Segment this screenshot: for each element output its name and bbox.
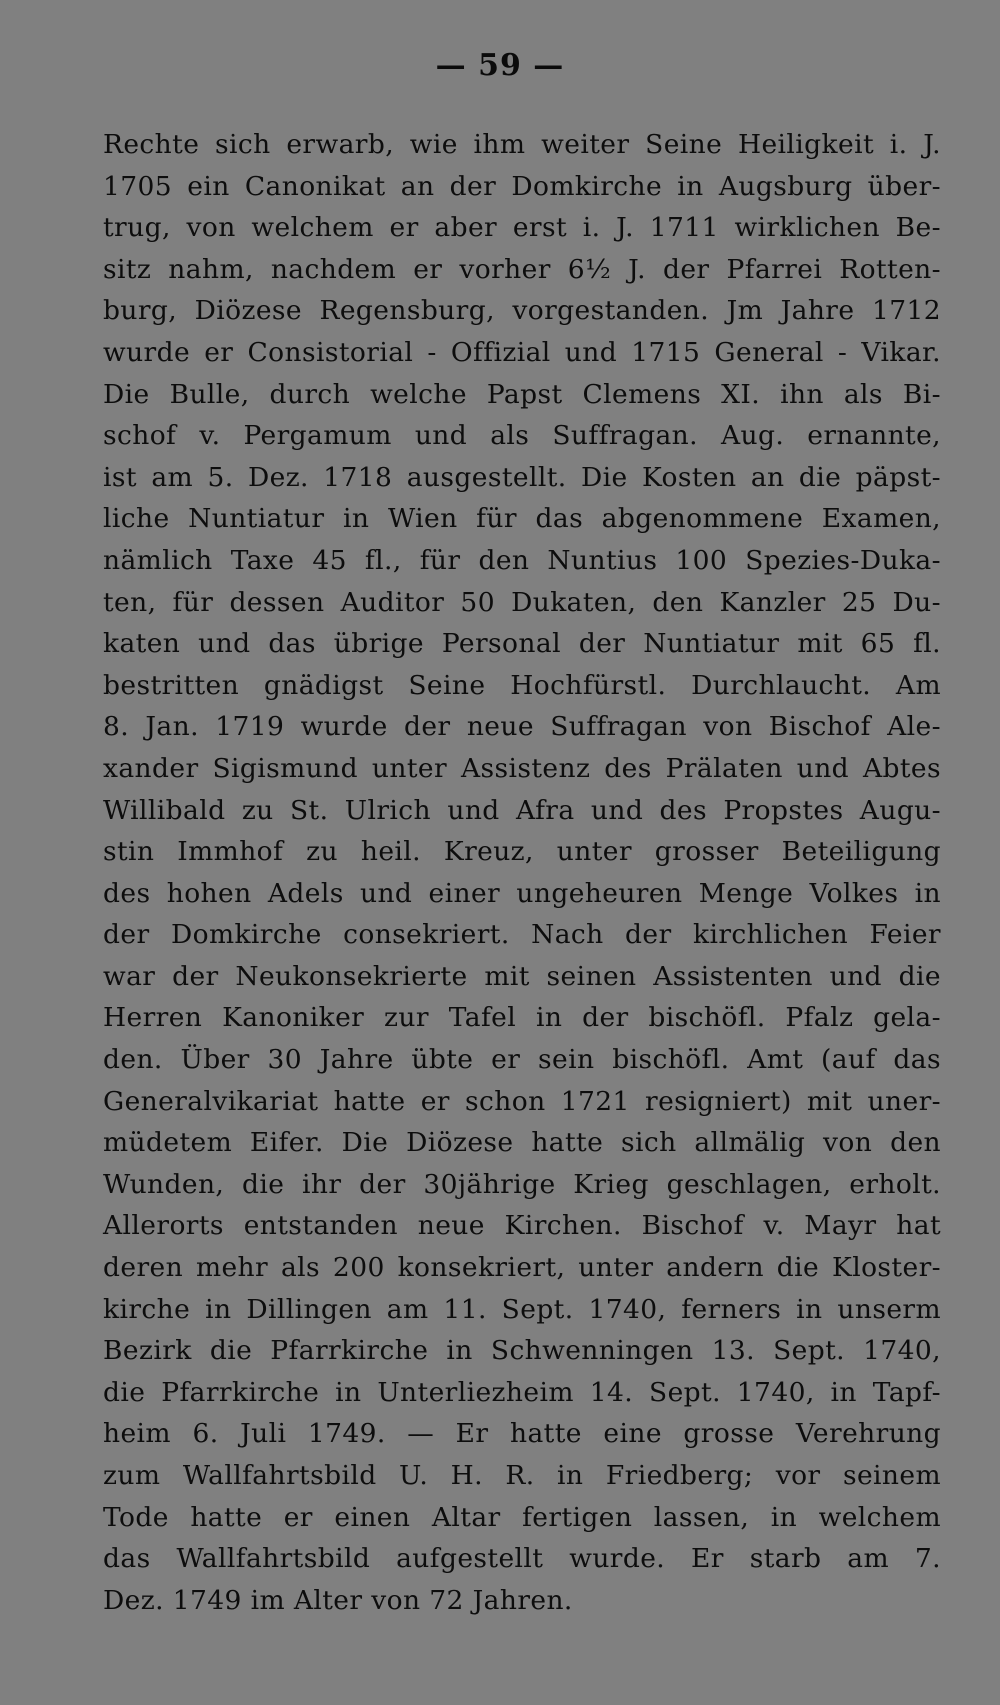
text-line: den. Über 30 Jahre übte er sein bischöfl. Amt (auf das xyxy=(103,1044,941,1076)
text-line: ten, für dessen Auditor 50 Dukaten, den Kanzler 25 Du- xyxy=(103,586,941,618)
text-line: zum Wallfahrtsbild U. H. R. in Friedberg; vor seinem xyxy=(103,1460,941,1491)
text-line: kirche in Dillingen am 11. Sept. 1740, ferners in unserm xyxy=(103,1293,941,1325)
text-line: das Wallfahrtsbild aufgestellt wurde. Er starb am 7. xyxy=(103,1543,941,1575)
text-line: burg, Diözese Regensburg, vorgestanden. Jm Jahre 1712 xyxy=(103,295,941,327)
page-number: — 59 — xyxy=(435,48,565,83)
text-line-last: Dez. 1749 im Alter von 72 Jahren. xyxy=(103,1584,573,1616)
text-line: Rechte sich erwarb, wie ihm weiter Seine Heiligkeit i. J. xyxy=(103,129,941,160)
text-line: 8. Jan. 1719 wurde der neue Suffragan von Bischof Ale- xyxy=(103,711,941,743)
text-line: 1705 ein Canonikat an der Domkirche in Augsburg über- xyxy=(103,170,941,202)
text-line: müdetem Eifer. Die Diözese hatte sich allmälig von den xyxy=(103,1127,941,1159)
text-line: trug, von welchem er aber erst i. J. 1711 wirklichen Be- xyxy=(103,212,941,244)
text-line: bestritten gnädigst Seine Hochfürstl. Durchlaucht. Am xyxy=(103,669,941,701)
text-line: liche Nuntiatur in Wien für das abgenommene Examen, xyxy=(103,503,941,535)
text-line: sitz nahm, nachdem er vorher 6½ J. der Pfarrei Rotten- xyxy=(103,253,941,285)
text-line: Tode hatte er einen Altar fertigen lassen, in welchem xyxy=(103,1501,941,1533)
text-line: ist am 5. Dez. 1718 ausgestellt. Die Kosten an die päpst- xyxy=(103,461,941,493)
text-line: die Pfarrkirche in Unterliezheim 14. Sept. 1740, in Tapf- xyxy=(103,1376,941,1408)
text-line: Die Bulle, durch welche Papst Clemens XI. ihn als Bi- xyxy=(103,378,941,410)
text-line: xander Sigismund unter Assistenz des Prälaten und Abtes xyxy=(103,752,941,784)
body-text xyxy=(103,124,941,1621)
text-line: war der Neukonsekrierte mit seinen Assistenten und die xyxy=(103,960,941,992)
text-line: Wunden, die ihr der 30jährige Krieg geschlagen, erholt. xyxy=(103,1168,941,1200)
text-line: der Domkirche consekriert. Nach der kirchlichen Feier xyxy=(103,919,941,951)
text-line: Allerorts entstanden neue Kirchen. Bischof v. Mayr hat xyxy=(103,1210,941,1242)
text-line: katen und das übrige Personal der Nuntiatur mit 65 fl. xyxy=(103,628,941,660)
text-line: stin Immhof zu heil. Kreuz, unter grosser Beteiligung xyxy=(103,836,941,868)
text-line: wurde er Consistorial - Offizial und 1715 General - Vikar. xyxy=(103,336,941,368)
text-line: Herren Kanoniker zur Tafel in der bischöfl. Pfalz gela- xyxy=(103,1002,941,1034)
text-line: heim 6. Juli 1749. — Er hatte eine grosse Verehrung xyxy=(103,1418,941,1450)
text-line: deren mehr als 200 konsekriert, unter andern die Kloster- xyxy=(103,1252,941,1284)
text-line: Bezirk die Pfarrkirche in Schwenningen 13. Sept. 1740, xyxy=(103,1335,941,1367)
text-line: Willibald zu St. Ulrich und Afra und des Propstes Augu- xyxy=(103,794,941,826)
text-line: nämlich Taxe 45 fl., für den Nuntius 100 Spezies-Duka- xyxy=(103,544,941,576)
text-line: Generalvikariat hatte er schon 1721 resigniert) mit uner- xyxy=(103,1085,941,1117)
text-line: des hohen Adels und einer ungeheuren Menge Volkes in xyxy=(103,877,941,909)
text-line: schof v. Pergamum und als Suffragan. Aug. ernannte, xyxy=(103,420,941,452)
